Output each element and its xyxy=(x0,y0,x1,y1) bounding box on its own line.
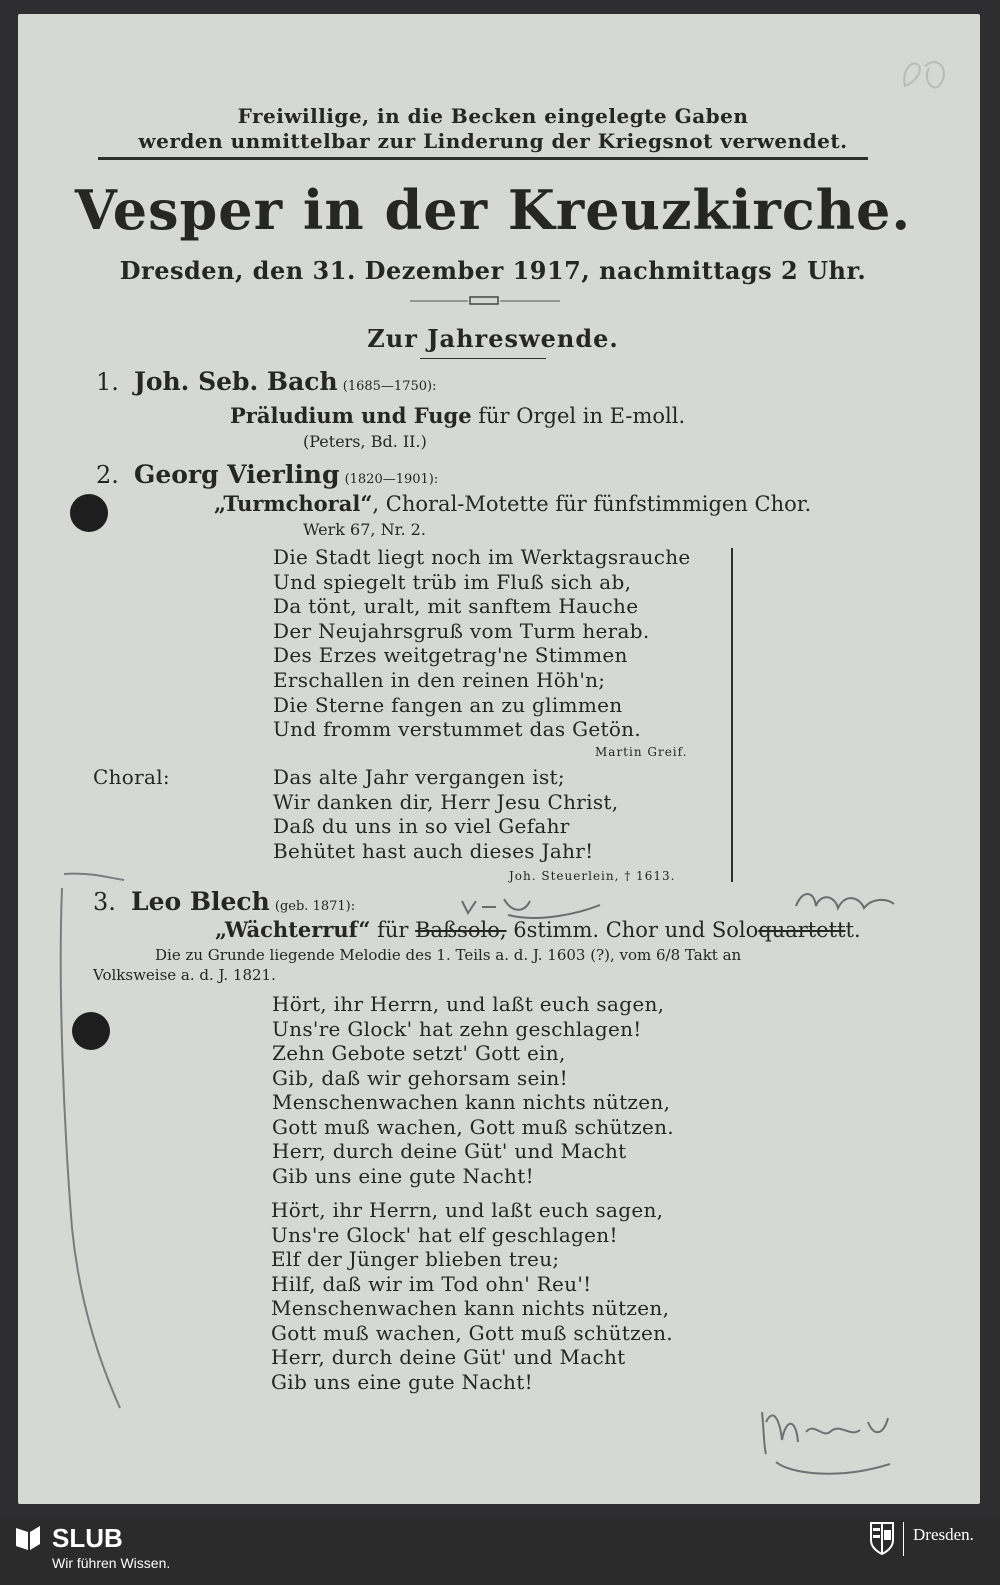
notice-line-1: Freiwillige, in die Becken eingelegte Gaben xyxy=(237,104,749,128)
composer-name: Georg Vierling xyxy=(134,460,340,489)
composer-dates: (1685—1750): xyxy=(342,379,437,394)
choral-label: Choral: xyxy=(93,765,170,789)
opus-note: Werk 67, Nr. 2. xyxy=(303,520,426,539)
composer-dates: (geb. 1871): xyxy=(274,899,356,914)
composer-dates: (1820—1901): xyxy=(344,472,439,487)
pencil-annotation xyxy=(790,884,900,924)
melody-note: Die zu Grunde liegende Melodie des 1. Teils a. d. J. 1603 (?), vom 6/8 Takt an xyxy=(155,946,742,964)
section-heading: Zur Jahreswende. xyxy=(367,324,619,353)
item-number: 1. xyxy=(96,368,119,396)
verse-stanza-2: Hört, ihr Herrn, und laßt euch sagen, Uns're Glock' hat elf geschlagen! Elf der Jünger blieben treu; Hilf, daß wir im Tod ohn' Reu'! Menschenwachen kann nichts nützen, Gott muß wachen, Gott muß schützen. Herr, durch deine Güt' und Macht Gib uns eine gute Nacht! xyxy=(271,1198,673,1394)
punch-hole xyxy=(70,494,108,532)
book-logo-icon xyxy=(12,1522,44,1552)
footer-city: Dresden. xyxy=(913,1525,974,1544)
choral-author: Joh. Steuerlein, † 1613. xyxy=(509,869,676,883)
choral-text: Das alte Jahr vergangen ist; Wir danken dir, Herr Jesu Christ, Daß du uns in so viel Gefahr Behütet hast auch dieses Jahr! xyxy=(273,765,619,863)
work-instrumentation: für Orgel in E-moll. xyxy=(471,404,686,428)
work-text: 6stimm. Chor und Solo xyxy=(506,918,759,942)
footer-separator xyxy=(903,1522,904,1556)
item-number: 2. xyxy=(96,461,119,489)
pencil-annotation xyxy=(450,893,610,927)
program-item-1 xyxy=(96,367,436,396)
work-name: Präludium und Fuge xyxy=(230,403,472,428)
ornament-divider xyxy=(410,295,560,307)
composer-name: Joh. Seb. Bach xyxy=(134,367,338,396)
composer-name: Leo Blech xyxy=(131,887,270,916)
page-title: Vesper in der Kreuzkirche. xyxy=(74,178,912,242)
struck-text: Baßsolo, xyxy=(415,918,507,942)
poem-author: Martin Greif. xyxy=(595,745,688,759)
handwritten-page-number xyxy=(895,48,955,98)
divider-rule xyxy=(98,157,868,160)
work-instrumentation: , Choral-Motette für fünfstimmigen Chor. xyxy=(372,492,812,516)
dresden-crest-icon xyxy=(868,1520,896,1556)
work-title-1 xyxy=(230,403,685,428)
work-name: „Turmchoral“ xyxy=(214,491,373,516)
work-text: t. xyxy=(845,918,861,942)
poem-text: Die Stadt liegt noch im Werktagsrauche Und spiegelt trüb im Fluß sich ab, Da tönt, uralt, mit sanftem Hauche Der Neujahrsgruß vom Turm herab. Des Erzes weitgetrag'ne Stimmen Erschallen in den reinen Höh'n; Die Sterne fangen an zu glimmen Und fromm verstummet das Getön. xyxy=(273,545,691,742)
section-underline xyxy=(420,358,546,359)
notice-line-2: werden unmittelbar zur Linderung der Kriegsnot verwendet. xyxy=(138,129,848,153)
footer-tagline: Wir führen Wissen. xyxy=(52,1555,171,1571)
program-item-2 xyxy=(96,460,438,489)
pencil-margin-mark xyxy=(50,868,140,1418)
melody-note-2: Volksweise a. d. J. 1821. xyxy=(93,966,276,984)
edition-note: (Peters, Bd. II.) xyxy=(303,432,427,451)
work-title-2 xyxy=(214,491,811,516)
work-text: für xyxy=(370,918,416,942)
work-name: „Wächterruf“ xyxy=(215,917,371,942)
subtitle-date: Dresden, den 31. Dezember 1917, nachmittags 2 Uhr. xyxy=(119,256,867,285)
struck-text: quartett xyxy=(758,918,846,942)
verse-stanza-1: Hört, ihr Herrn, und laßt euch sagen, Uns're Glock' hat zehn geschlagen! Zehn Gebote setzt' Gott ein, Gib, daß wir gehorsam sein! Menschenwachen kann nichts nützen, Gott muß wachen, Gott muß schützen. Herr, durch deine Güt' und Macht Gib uns eine gute Nacht! xyxy=(272,992,674,1188)
bracket-line xyxy=(731,548,733,882)
footer-bar xyxy=(0,1518,1000,1585)
item-number: 3. xyxy=(93,888,116,916)
pencil-signature xyxy=(750,1392,910,1484)
footer-brand: SLUB xyxy=(52,1523,123,1553)
